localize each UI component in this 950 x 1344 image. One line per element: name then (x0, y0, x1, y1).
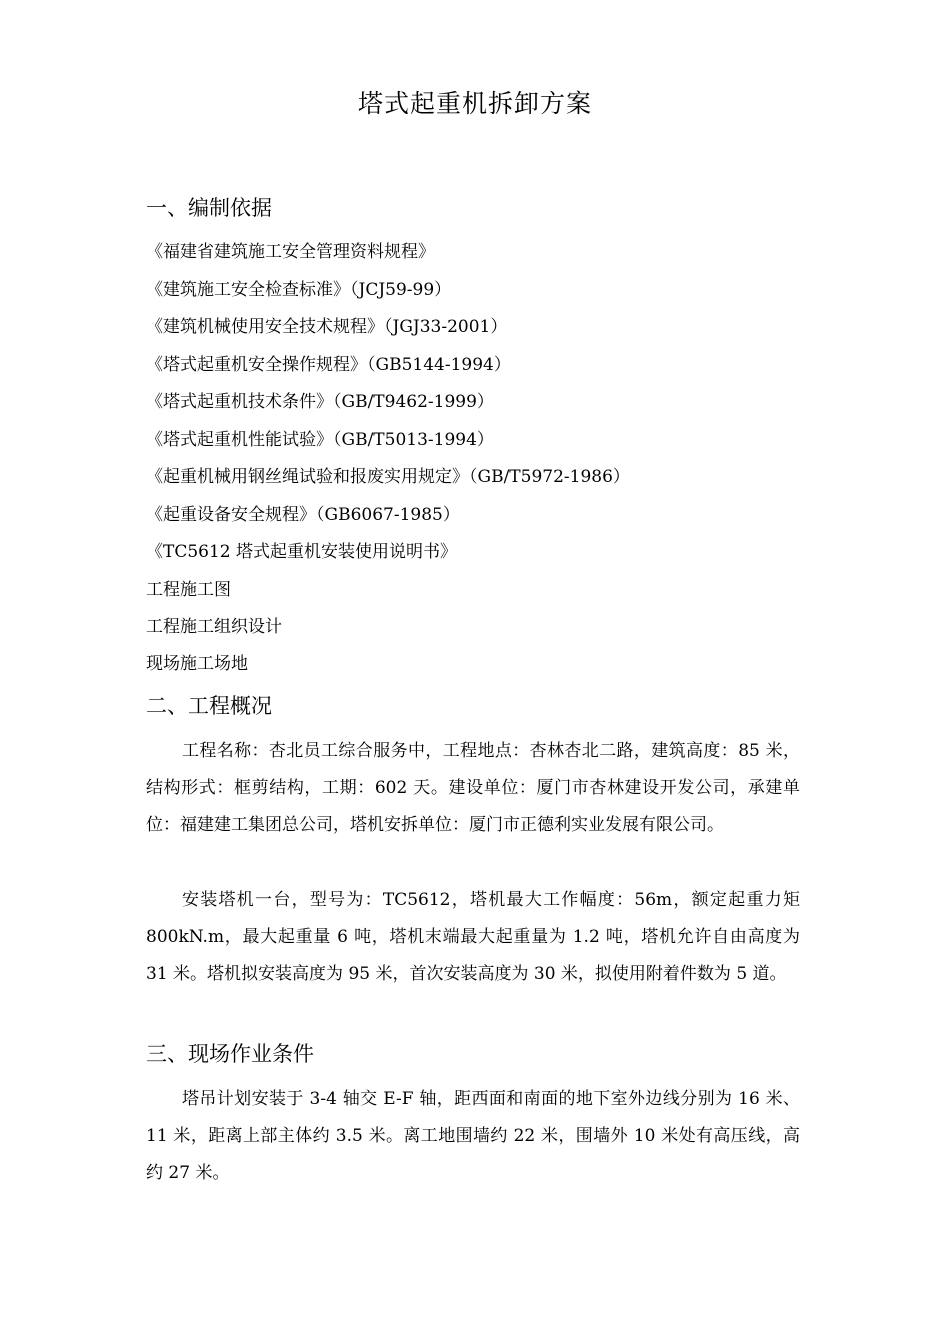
site-conditions-paragraph: 塔吊计划安装于 3-4 轴交 E-F 轴，距西面和南面的地下室外边线分别为 16 米、11 米，距离上部主体约 3.5 米。离工地围墙约 22 米，围墙外 10 米处有高压线，高约 27 米。 (146, 1089, 800, 1183)
basis-item: 《塔式起重机技术条件》（GB/T9462-1999） (146, 392, 494, 412)
document-title: 塔式起重机拆卸方案 (357, 89, 592, 118)
section-heading-basis: 一、编制依据 (146, 196, 272, 220)
overview-paragraph: 工程名称：杏北员工综合服务中，工程地点：杏林杏北二路，建筑高度：85 米，结构形式：框剪结构，工期：602 天。建设单位：厦门市杏林建设开发公司，承建单位：福建建工集团总公司，塔机安拆单位：厦门市正德利实业发展有限公司。 (146, 741, 800, 835)
basis-item: 《建筑施工安全检查标准》（JCJ59-99） (146, 280, 452, 300)
section-heading-site-conditions: 三、现场作业条件 (146, 1042, 314, 1066)
section-heading-overview: 二、工程概况 (146, 694, 272, 718)
basis-item: 《福建省建筑施工安全管理资料规程》 (146, 242, 435, 262)
basis-item: 工程施工图 (146, 580, 231, 600)
basis-item: 《TC5612 塔式起重机安装使用说明书》 (146, 542, 458, 562)
basis-item: 《起重机械用钢丝绳试验和报废实用规定》（GB/T5972-1986） (146, 467, 630, 487)
basis-item: 工程施工组织设计 (146, 617, 282, 637)
basis-item: 《塔式起重机性能试验》（GB/T5013-1994） (146, 430, 494, 450)
overview-paragraph: 安装塔机一台，型号为：TC5612，塔机最大工作幅度：56m，额定起重力矩 800kN.m，最大起重量 6 吨，塔机末端最大起重量为 1.2 吨，塔机允许自由高度为 31 米。塔机拟安装高度为 95 米，首次安装高度为 30 米，拟使用附着件数为 5 道。 (146, 890, 800, 984)
basis-item: 现场施工场地 (146, 654, 248, 674)
basis-item: 《塔式起重机安全操作规程》（GB5144-1994） (146, 355, 511, 375)
basis-item: 《建筑机械使用安全技术规程》（JGJ33-2001） (146, 317, 508, 337)
basis-item: 《起重设备安全规程》（GB6067-1985） (146, 505, 460, 525)
